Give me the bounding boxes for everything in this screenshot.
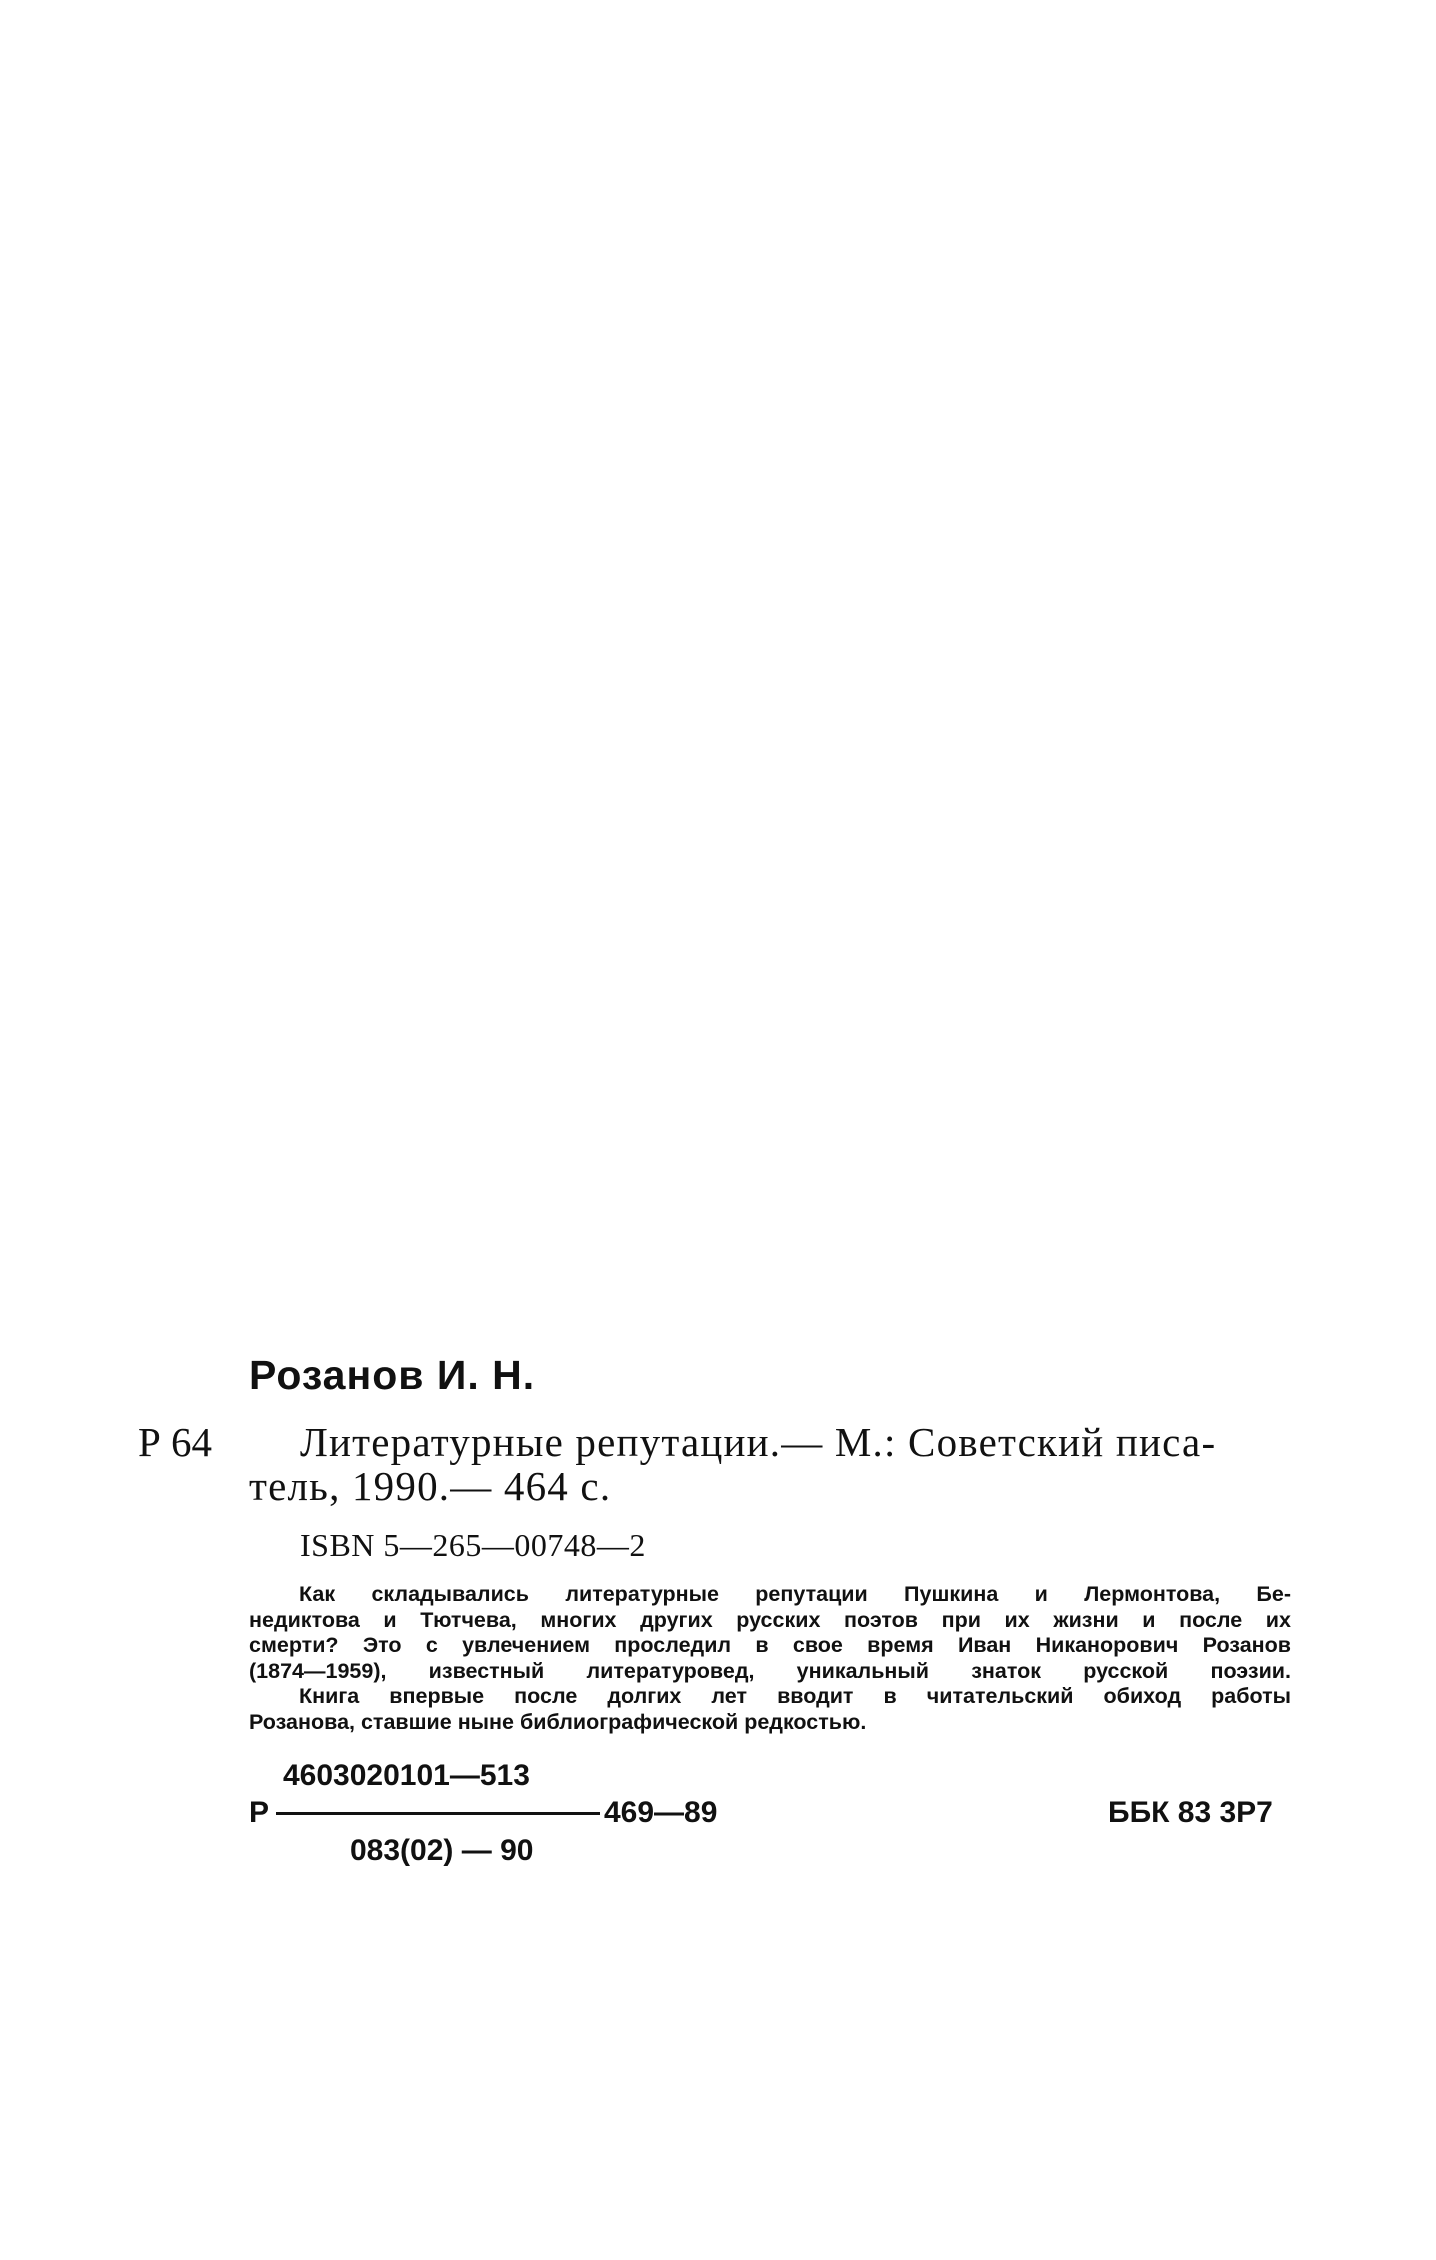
shelf-code: Р 64 [138, 1419, 213, 1465]
title-line-1: Литературные репутации.— М.: Советский писа- [300, 1419, 1217, 1465]
author-name: Розанов И. Н. [249, 1352, 536, 1398]
fraction-rule [276, 1812, 600, 1815]
classification-code-order: 469—89 [604, 1796, 718, 1829]
annotation-line: Как складывались литературные репутации Пушкина и Лермонтова, Бе- [299, 1582, 1291, 1606]
classification-code-numerator: 4603020101—513 [283, 1759, 530, 1792]
annotation-line: недиктова и Тютчева, многих других русских поэтов при их жизни и после их [249, 1607, 1291, 1632]
annotation [249, 1582, 1291, 1735]
annotation-line: Книга впервые после долгих лет вводит в читательский обиход работы [299, 1684, 1291, 1708]
classification-code-letter: Р [249, 1796, 270, 1829]
annotation-line: Розанова, ставшие ныне библиографической редкостью. [249, 1709, 867, 1734]
classification-code-denominator: 083(02) — 90 [350, 1834, 534, 1867]
title-line-2: тель, 1990.— 464 с. [249, 1463, 612, 1509]
isbn: ISBN 5—265—00748—2 [300, 1527, 646, 1563]
bbk-index: ББК 83 3Р7 [1108, 1796, 1273, 1829]
annotation-line: (1874—1959), известный литературовед, уникальный знаток русской поэзии. [249, 1658, 1291, 1683]
annotation-line: смерти? Это с увлечением проследил в свое время Иван Никанорович Розанов [249, 1633, 1291, 1657]
